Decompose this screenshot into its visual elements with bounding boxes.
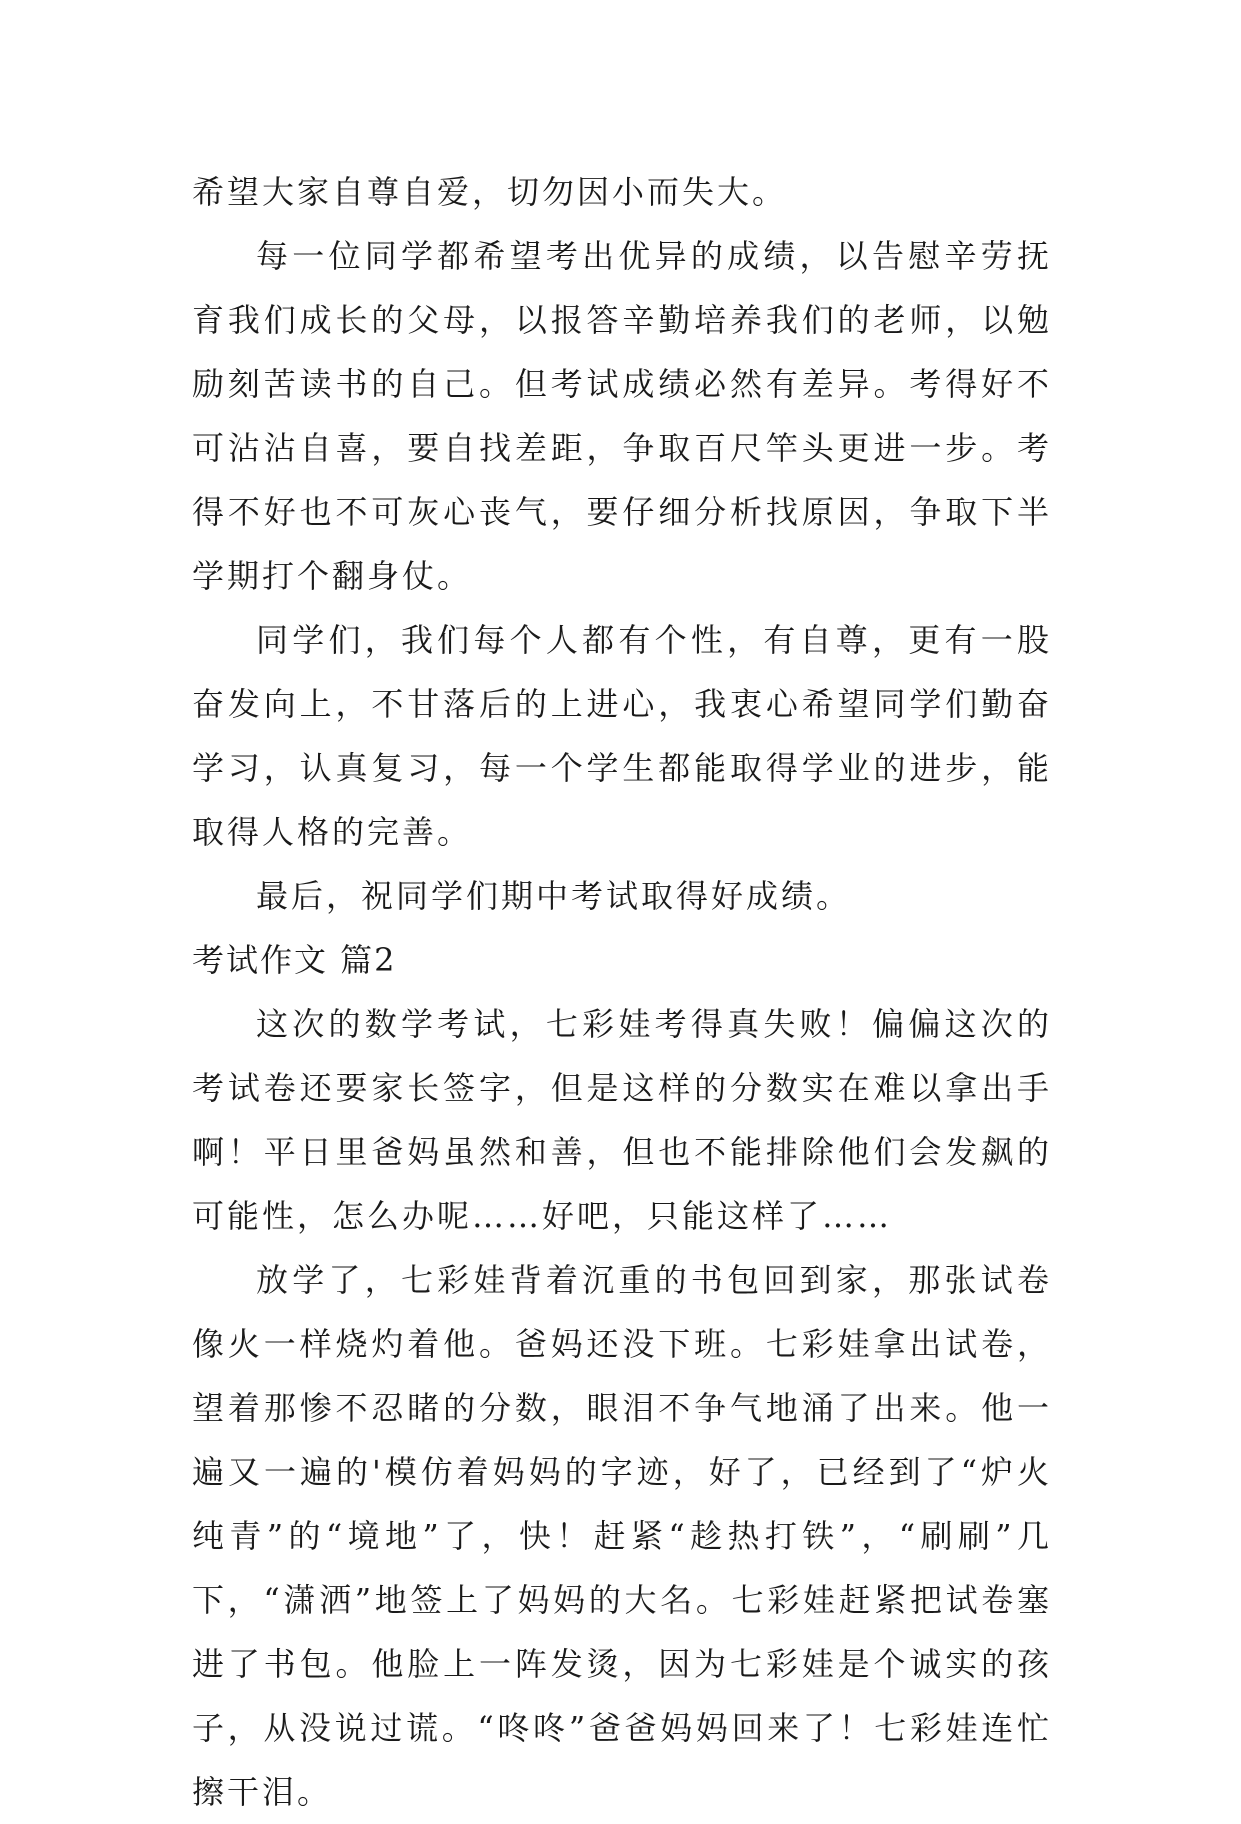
- paragraph: 放学了，七彩娃背着沉重的书包回到家，那张试卷像火一样烧灼着他。爸妈还没下班。七彩娃拿出试卷，望着那惨不忍睹的分数，眼泪不争气地涌了出来。他一遍又一遍的'模仿着妈妈的字迹，好了，已经到了“炉火纯青”的“境地”了，快！赶紧“趁热打铁”，“刷刷”几下，“潇洒”地签上了妈妈的大名。七彩娃赶紧把试卷塞进了书包。他脸上一阵发烫，因为七彩娃是个诚实的孩子，从没说过谎。“咚咚”爸爸妈妈回来了！七彩娃连忙擦干泪。: [192, 1261, 1052, 1811]
- paragraph: 最后，祝同学们期中考试取得好成绩。: [256, 877, 852, 915]
- section-heading: 考试作文 篇2: [192, 941, 397, 979]
- paragraph: 这次的数学考试，七彩娃考得真失败！偏偏这次的考试卷还要家长签字，但是这样的分数实在难以拿出手啊！平日里爸妈虽然和善，但也不能排除他们会发飙的可能性，怎么办呢……好吧，只能这样了……: [192, 1005, 1052, 1235]
- paragraph: 每一位同学都希望考出优异的成绩，以告慰辛劳抚育我们成长的父母，以报答辛勤培养我们的老师，以勉励刻苦读书的自己。但考试成绩必然有差异。考得好不可沾沾自喜，要自找差距，争取百尺竿头更进一步。考得不好也不可灰心丧气，要仔细分析找原因，争取下半学期打个翻身仗。: [192, 237, 1052, 595]
- paragraph: 希望大家自尊自爱，切勿因小而失大。: [192, 173, 788, 211]
- paragraph: 同学们，我们每个人都有个性，有自尊，更有一股奋发向上，不甘落后的上进心，我衷心希望同学们勤奋学习，认真复习，每一个学生都能取得学业的进步，能取得人格的完善。: [192, 621, 1052, 851]
- document-body: [192, 160, 1052, 1824]
